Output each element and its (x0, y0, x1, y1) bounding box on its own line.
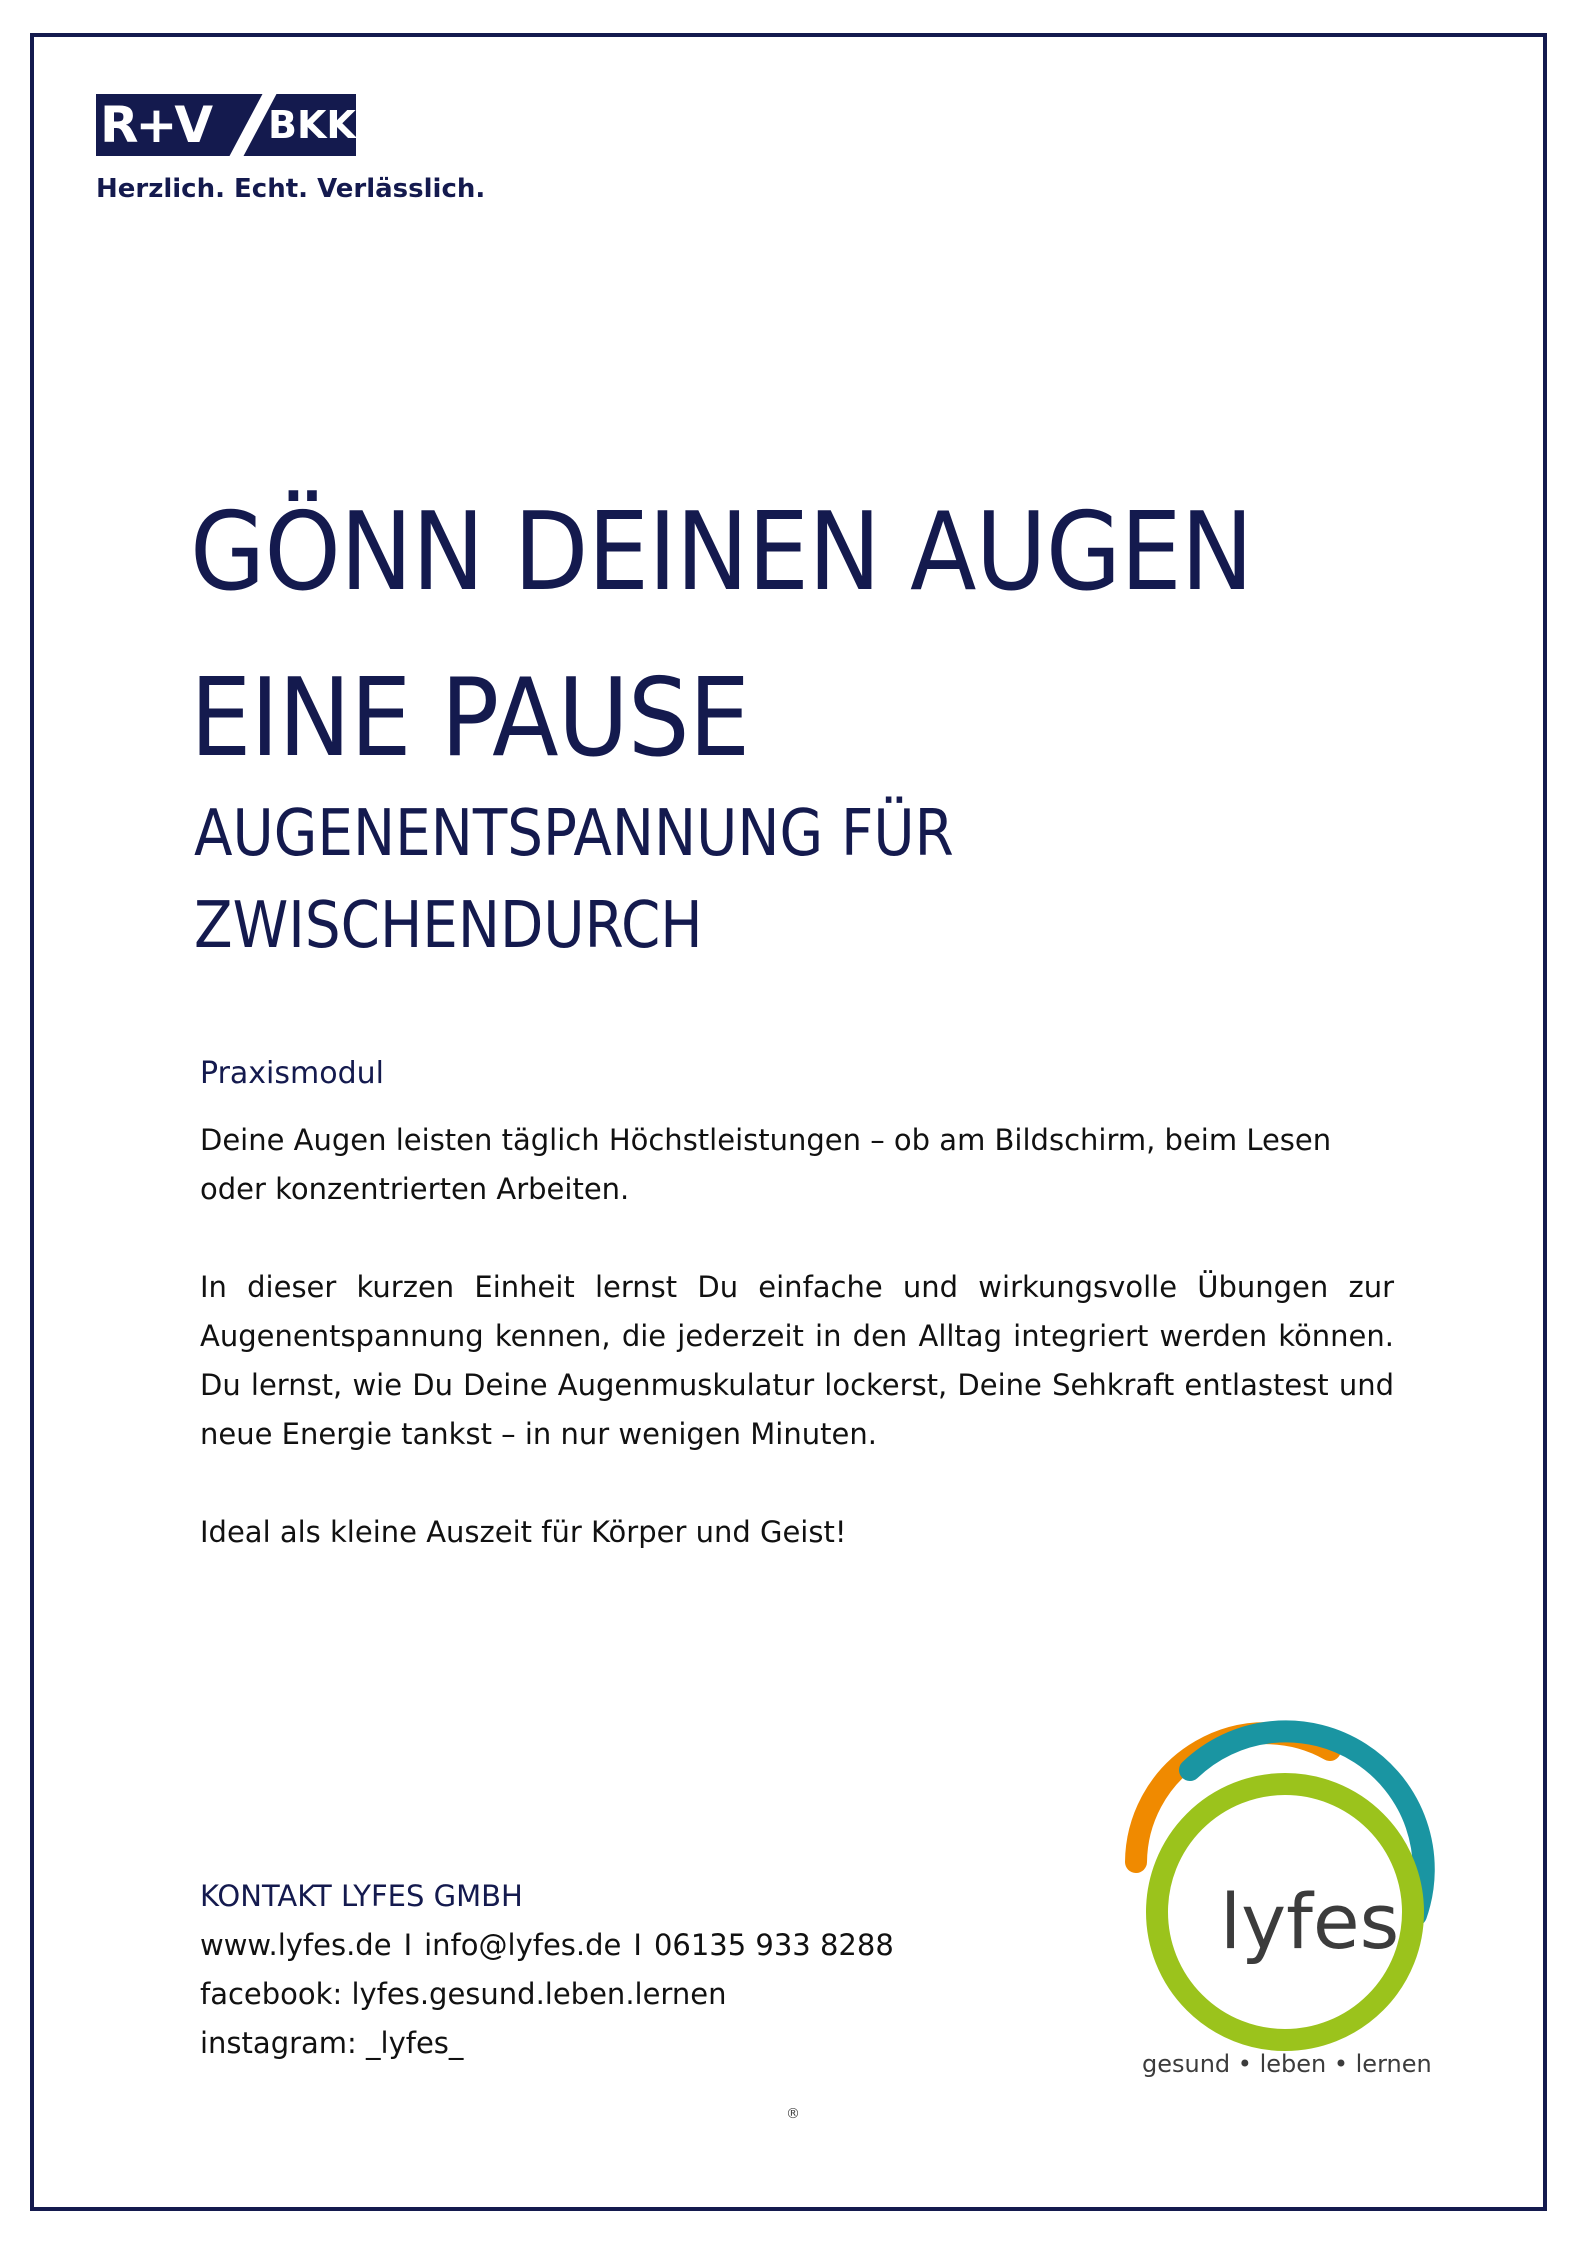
email-link[interactable]: info@lyfes.de (424, 1928, 622, 1962)
lyfes-logo-graphic (1120, 1700, 1450, 2080)
subtitle-line-1: AUGENENTSPANNUNG FÜR (194, 797, 954, 871)
title-line-2: EINE PAUSE (190, 656, 750, 781)
paragraph-intro: Deine Augen leisten täglich Höchstleistungen – ob am Bildschirm, beim Lesen oder konzentrierten Arbeiten. (200, 1123, 1332, 1206)
rv-logo-mark: R+V (100, 96, 211, 154)
page-subtitle (194, 788, 954, 972)
phone-number: 06135 933 8288 (653, 1928, 894, 1962)
page-title (190, 470, 1253, 802)
brand-tagline: Herzlich. Echt. Verlässlich. (96, 174, 486, 204)
title-line-1: GÖNN DEINEN AUGEN (190, 490, 1253, 615)
rv-logo-bkk: BKK (268, 103, 356, 147)
paragraph-closing: Ideal als kleine Auszeit für Körper und Geist! (200, 1515, 847, 1549)
rv-bkk-logo (96, 94, 356, 156)
subtitle-line-2: ZWISCHENDURCH (194, 889, 703, 963)
section-label: Praxismodul (200, 1056, 384, 1091)
contact-line-primary (200, 1921, 894, 1970)
separator: I (633, 1928, 642, 1962)
registered-mark: ® (786, 2106, 800, 2122)
separator: I (403, 1928, 413, 1962)
website-link[interactable]: www.lyfes.de (200, 1928, 392, 1962)
contact-heading: KONTAKT LYFES GMBH (200, 1879, 523, 1913)
body-text (200, 1116, 1394, 1606)
paragraph-description: In dieser kurzen Einheit lernst Du einfache und wirkungsvolle Übungen zur Augenentspannung kennen, die jederzeit in den Alltag integriert werden können. Du lernst, wie Du Deine Augenmuskulatur lockerst, Deine Sehkraft entlastest und neue Energie tankst – in nur wenigen Minuten. (200, 1270, 1394, 1451)
instagram-link[interactable]: instagram: _lyfes_ (200, 2026, 464, 2060)
lyfes-slogan: gesund • leben • lernen (1142, 2050, 1432, 2078)
lyfes-wordmark: lyfes (1220, 1877, 1400, 1966)
lyfes-logo (1120, 1700, 1450, 2080)
facebook-link[interactable]: facebook: lyfes.gesund.leben.lernen (200, 1977, 727, 2011)
contact-block (200, 1872, 894, 2068)
